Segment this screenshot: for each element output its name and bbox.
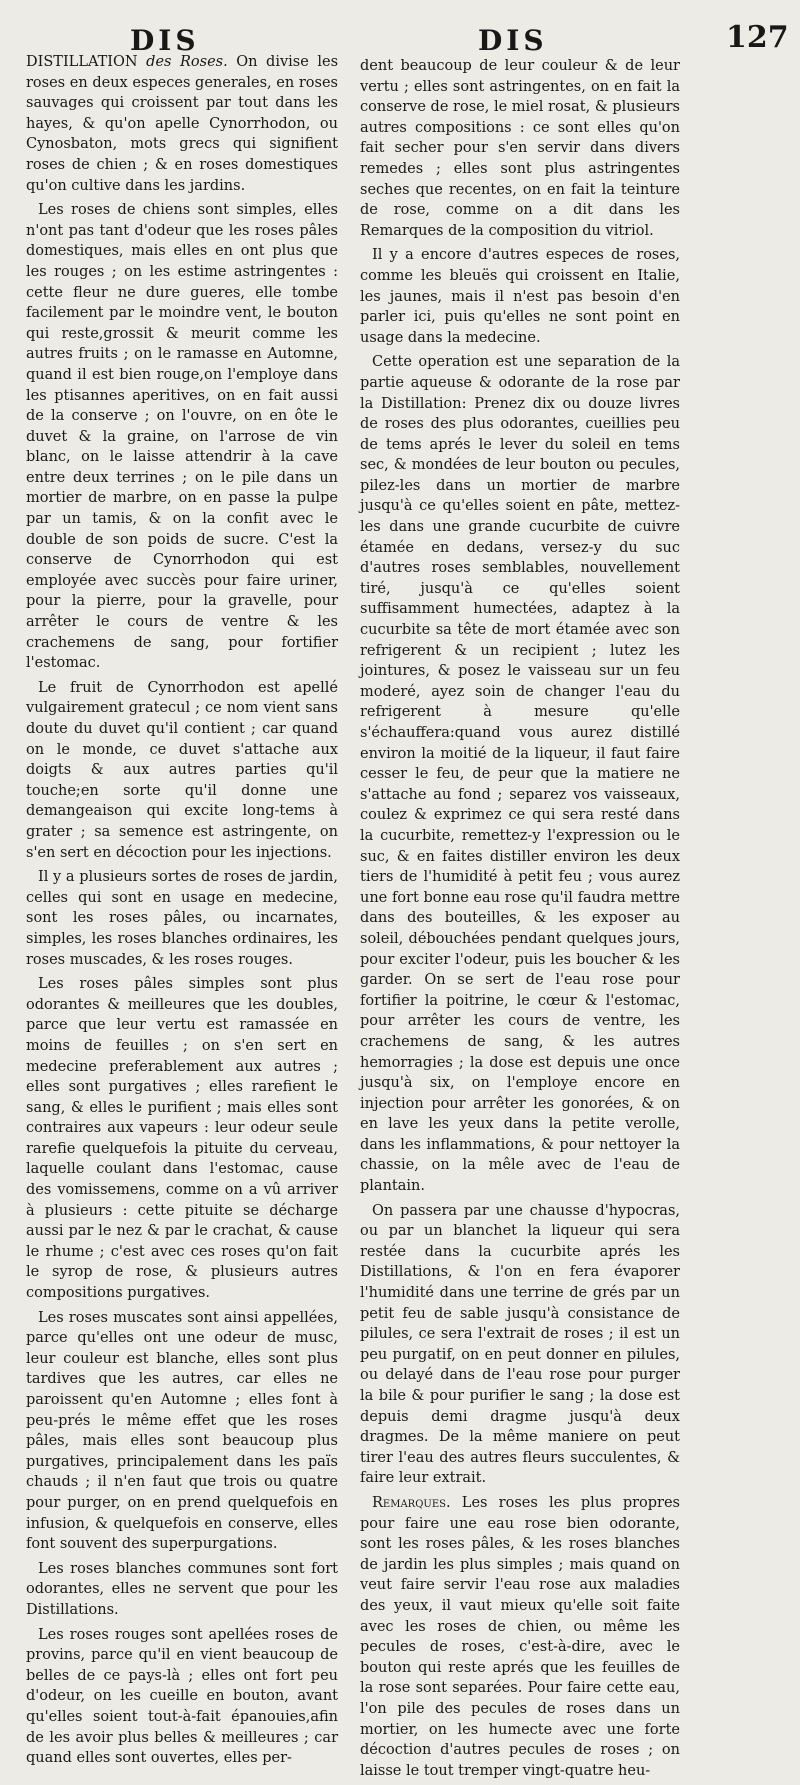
paragraph: Le fruit de Cynorrhodon est apellé vulgairement gratecul ; ce nom vient sans doute du duvet qu'il contient ; car quand on le monde, ce duvet s'attache aux doigts & aux autres parties qu'il touche;en sorte qu'il donne une demangeaison qui excite long-tems à grater ; sa semence est astringente, on s'en sert en décoction pour les injections. [26,679,338,861]
paragraph: Cette operation est une separation de la partie aqueuse & odorante de la rose par la Distillation: Prenez dix ou douze livres de roses des plus odorantes, cueillies peu de tems aprés le lever du soleil en tems sec, & mondées de leur bouton ou pecules, pilez-les dans un mortier de marbre jusqu'à ce qu'elles soient en pâte, mettez-les dans une grande cucurbite de cuivre étamée en dedans, versez-y du suc d'autres roses semblables, nouvellement tiré, jusqu'à ce qu'elles soient suffisamment humectées, adaptez à la cucurbite sa tête de mort étamée avec son refrigerent & un recipient ; lutez les jointures, & posez le vaisseau sur un feu moderé, ayez soin de changer l'eau du refrigerent à mesure qu'elle s'échauffera:quand vous aurez distillé environ la moitié de la liqueur, il faut faire cesser le feu, de peur que la matiere ne s'attache au fond ; separez vos vaisseaux, coulez & exprimez ce qui sera resté dans la cucurbite, remettez-y l'expression ou le suc, & en faites distiller environ les deux tiers de l'humidité à petit feu ; vous aurez une fort bonne eau rose qu'il faudra mettre dans des bouteilles, & les exposer au soleil, débouchées pendant quelques jours, pour exciter l'odeur, puis les boucher & les garder. On se sert de l'eau rose pour fortifier la poitrine, le cœur & l'estomac, pour arrêter les cours de ventre, les crachemens de sang, & les autres hemorragies ; la dose est depuis une once jusqu'à six, on l'employe encore en injection pour arrêter les gonorées, & on en lave les yeux dans la petite verolle, dans les inflammations, & pour nettoyer la chassie, on la mêle avec de l'eau de plantain. [360,354,680,1195]
running-head-left: DIS [130,24,200,57]
paragraph: Les roses de chiens sont simples, elles n'ont pas tant d'odeur que les roses pâles domestiques, mais elles en ont plus que les rouges ; on les estime astringentes : cette fleur ne dure gueres, elle tombe facilement par le moindre vent, le bouton qui reste,grossit & meurit comme les autres fruits ; on le ramasse en Automne, quand il est bien rouge,on l'employe dans les ptisannes aperitives, on en fait aussi de la conserve ; on l'ouvre, on en ôte le duvet & la graine, on l'arrose de vin blanc, on le laisse attendrir à la cave entre deux terrines ; on le pile dans un mortier de marbre, on en passe la pulpe par un tamis, & on la confit avec le double de son poids de sucre. C'est la conserve de Cynorrhodon qui est employée avec succès pour faire uriner, pour la pierre, pour la gravelle, pour arrêter le cours de ventre & les crachemens de sang, pour fortifier l'estomac. [26,202,338,672]
paragraph [360,1493,680,1781]
paragraph-text: Les roses les plus propres pour faire une eau rose bien odorante, sont les roses pâles, & les roses blanches de jardin les plus simples ; mais quand on veut faire servir l'eau rose aux maladies des yeux, il vaut mieux qu'elle soit faite avec les roses de chien, ou même les pecules de roses, c'est-à-dire, avec le bouton qui reste aprés que les feuilles de la rose sont separées. Pour faire cette eau, l'on pile des pecules de roses dans un mortier, on les humecte avec une forte décoction d'autres pecules de roses ; on laisse le tout tremper vingt-quatre heu- [360,1494,680,1779]
right-column [360,56,680,1785]
page-number: 127 [726,20,789,55]
paragraph: Il y a plusieurs sortes de roses de jardin, celles qui sont en usage en medecine, sont les roses pâles, ou incarnates, simples, les roses blanches ordinaires, les roses muscades, & les roses rouges. [26,869,338,968]
left-column [26,52,338,1773]
paragraph: Les roses muscates sont ainsi appellées, parce qu'elles ont une odeur de musc, leur couleur est blanche, elles sont plus tardives que les autres, car elles ne paroissent qu'en Automne ; elles font à peu-prés le même effet que les roses pâles, mais elles sont beaucoup plus purgatives, principalement dans les païs chauds ; il n'en faut que trois ou quatre pour purger, on en prend quelquefois en infusion, & quelquefois en conserve, elles font souvent des superpurgations. [26,1309,338,1553]
paragraph-text: On divise les roses en deux especes generales, en roses sauvages qui croissent par tout dans les hayes, & qu'on apelle Cynorrhodon, ou Cynosbaton, mots grecs qui signifient roses de chien ; & en roses domestiques qu'on cultive dans les jardins. [26,54,339,194]
running-head-right: DIS [478,24,548,57]
paragraph: Il y a encore d'autres especes de roses, comme les bleuës qui croissent en Italie, les jaunes, mais il n'est pas besoin d'en parler ici, puis qu'elles ne sont point en usage dans la medecine. [360,247,680,346]
paragraph: Les roses pâles simples sont plus odorantes & meilleures que les doubles, parce que leur vertu est ramassée en moins de feuilles ; on s'en sert en medecine preferablement aux autres ; elles sont purgatives ; elles rarefient le sang, & elles le purifient ; mais elles sont contraires aux vapeurs : leur odeur seule rarefie quelquefois la pituite du cerveau, laquelle coulant dans l'estomac, cause des vomissemens, comme on a vû arriver à plusieurs : cette pituite se décharge aussi par le nez & par le crachat, & cause le rhume ; c'est avec ces roses qu'on fait le syrop de rose, & plusieurs autres compositions purgatives. [26,976,338,1302]
entry-lead-italic: des Roses. [146,54,228,70]
entry-lead: DISTILLATION [26,54,138,70]
paragraph: Les roses blanches communes sont fort odorantes, elles ne servent que pour les Distillations. [26,1560,338,1618]
paragraph [26,52,338,196]
remarks-lead: Remarques. [372,1494,451,1511]
paragraph: dent beaucoup de leur couleur & de leur vertu ; elles sont astringentes, on en fait la conserve de rose, le miel rosat, & plusieurs autres compositions : ce sont elles qu'on fait secher pour s'en servir dans divers remedes ; elles sont plus astringentes seches que recentes, on en fait la teinture de rose, comme on a dit dans les Remarques de la composition du vitriol. [360,58,680,239]
paragraph: On passera par une chausse d'hypocras, ou par un blanchet la liqueur qui sera restée dans la cucurbite aprés les Distillations, & l'on en fera évaporer l'humidité dans une terrine de grés par un petit feu de sable jusqu'à consistance de pilules, ce sera l'extrait de roses ; il est un peu purgatif, on en peut donner en pilules, ou delayé dans de l'eau rose pour purger la bile & pour purifier le sang ; la dose est depuis demi dragme jusqu'à deux dragmes. De la même maniere on peut tirer l'eau des autres fleurs succulentes, & faire leur extrait. [360,1202,680,1487]
paragraph: Les roses rouges sont apellées roses de provins, parce qu'il en vient beaucoup de belles de ce pays-là ; elles ont fort peu d'odeur, on les cueille en bouton, avant qu'elles soient tout-à-fait épanouies,afin de les avoir plus belles & meilleures ; car quand elles sont ouvertes, elles per- [26,1626,338,1767]
